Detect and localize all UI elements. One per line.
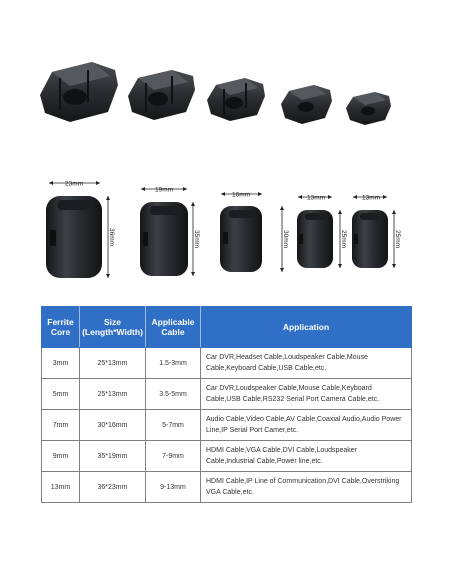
cell-core: 3mm bbox=[42, 348, 80, 379]
cell-application: Car DVR,Headset Cable,Loudspeaker Cable,Mouse Cable,Keyboard Cable,USB Cable,etc. bbox=[201, 348, 412, 379]
dim-height-1: 36mm bbox=[108, 227, 115, 247]
header-size: Size (Length*Width) bbox=[80, 307, 146, 348]
cell-core: 9mm bbox=[42, 441, 80, 472]
header-ferrite-core: Ferrite Core bbox=[42, 307, 80, 348]
header-applicable-cable: Applicable Cable bbox=[146, 307, 201, 348]
cell-size: 30*16mm bbox=[80, 410, 146, 441]
cell-cable: 7-9mm bbox=[146, 441, 201, 472]
dim-width-1: 23mm bbox=[64, 180, 84, 188]
open-cores-photo-row bbox=[0, 0, 452, 150]
table-row bbox=[42, 410, 412, 441]
cell-size: 25*13mm bbox=[80, 348, 146, 379]
cell-application: Audio Cable,Video Cable,AV Cable,Coaxial Audio,Audio Power Line,IP Serial Port Camer,etc. bbox=[201, 410, 412, 441]
cell-cable: 9-13mm bbox=[146, 472, 201, 503]
cell-cable: 3.5-5mm bbox=[146, 379, 201, 410]
cell-core: 7mm bbox=[42, 410, 80, 441]
open-core-5 bbox=[346, 92, 391, 125]
cell-application: HDMI Cable,VGA Cable,DVI Cable,Loudspeaker Cable,Industrial Cable,Power line,etc. bbox=[201, 441, 412, 472]
dim-height-4: 25mm bbox=[340, 229, 347, 249]
open-core-4 bbox=[281, 85, 332, 124]
dim-height-3: 30mm bbox=[282, 229, 289, 249]
table-row bbox=[42, 379, 412, 410]
closed-core-4 bbox=[297, 195, 347, 269]
cell-cable: 1.5-3mm bbox=[146, 348, 201, 379]
header-application: Application bbox=[201, 307, 412, 348]
closed-core-5 bbox=[352, 195, 401, 269]
closed-core-1 bbox=[46, 181, 115, 279]
dim-width-4: 13mm bbox=[306, 194, 326, 202]
dim-height-2: 35mm bbox=[193, 229, 200, 249]
dim-height-5: 25mm bbox=[394, 229, 401, 249]
dim-width-2: 19mm bbox=[154, 186, 174, 194]
open-core-3 bbox=[207, 78, 265, 121]
open-core-2 bbox=[128, 70, 195, 120]
open-core-1 bbox=[40, 62, 118, 122]
cell-size: 36*23mm bbox=[80, 472, 146, 503]
cell-size: 35*19mm bbox=[80, 441, 146, 472]
table-row bbox=[42, 348, 412, 379]
dim-width-3: 16mm bbox=[231, 191, 251, 199]
cell-size: 25*13mm bbox=[80, 379, 146, 410]
spec-table bbox=[41, 306, 412, 503]
cell-cable: 5-7mm bbox=[146, 410, 201, 441]
dim-width-5: 13mm bbox=[361, 194, 381, 202]
cell-application: HDMI Cable,IP Line of Communication,DVI Cable,Overstriking VGA Cable,etc. bbox=[201, 472, 412, 503]
cell-application: Car DVR,Loudspeaker Cable,Mouse Cable,Keyboard Cable,USB Cable,RS232 Serial Port Camera Cable,etc. bbox=[201, 379, 412, 410]
cell-core: 5mm bbox=[42, 379, 80, 410]
closed-core-3 bbox=[220, 192, 289, 273]
table-row bbox=[42, 441, 412, 472]
closed-core-2 bbox=[140, 187, 200, 277]
cell-core: 13mm bbox=[42, 472, 80, 503]
spec-table-header-row bbox=[42, 307, 412, 348]
table-row bbox=[42, 472, 412, 503]
